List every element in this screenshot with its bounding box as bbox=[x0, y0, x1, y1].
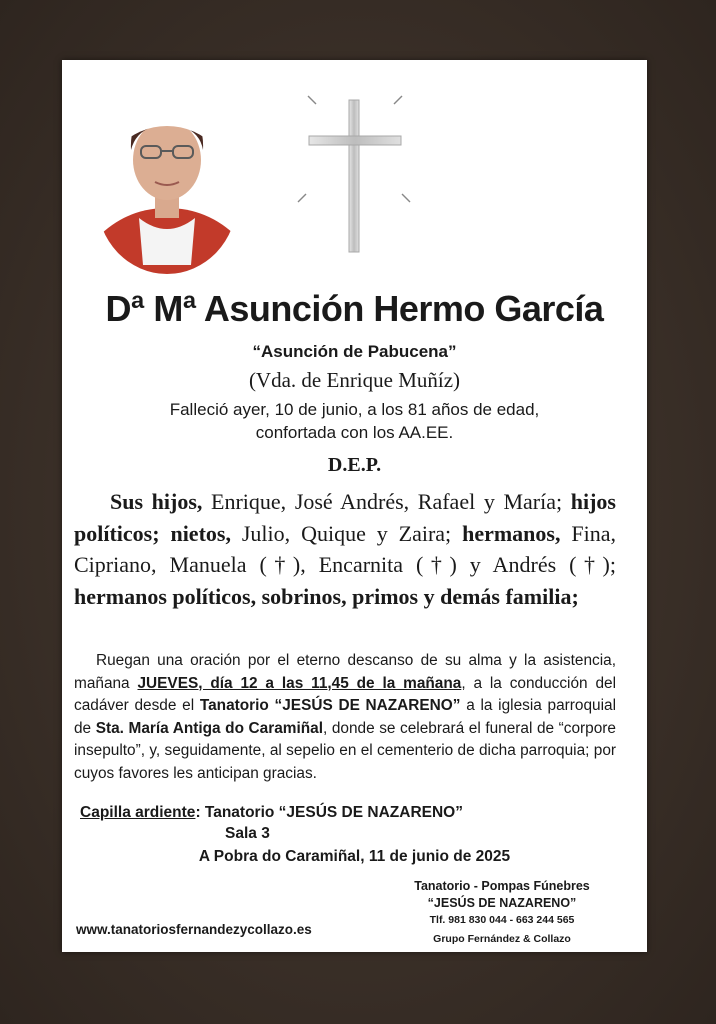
nickname: “Asunción de Pabucena” bbox=[252, 342, 457, 361]
widow-of: (Vda. de Enrique Muñíz) bbox=[248, 368, 461, 392]
service-request-paragraph bbox=[74, 650, 616, 785]
death-line-1: Falleció ayer, 10 de junio, a los 81 años de edad, bbox=[169, 400, 540, 419]
church-name: Sta. María Antiga do Caramiñal bbox=[95, 719, 323, 737]
website-link[interactable]: www.tanatoriosfernandezycollazo.es bbox=[76, 922, 312, 937]
chapel-colon: : bbox=[195, 804, 205, 821]
family-siblings-label: hermanos, bbox=[462, 520, 561, 546]
funeral-home-name: Tanatorio “JESÚS DE NAZARENO” bbox=[199, 697, 461, 714]
family-inlaws-label: hijos políticos; nietos, bbox=[74, 489, 616, 546]
portrait-photo bbox=[95, 90, 240, 275]
family-paragraph bbox=[74, 486, 616, 612]
chapel-label: Capilla ardiente bbox=[80, 804, 196, 821]
death-line-2: confortada con los AA.EE. bbox=[255, 423, 454, 442]
request-text-2: , a la conducción del cadáver desde el bbox=[74, 674, 616, 714]
request-text-1: Ruegan una oración por el eterno descanso de su alma y la asistencia, mañana bbox=[74, 652, 616, 692]
chapel-value: Tanatorio “JESÚS DE NAZARENO” bbox=[204, 804, 463, 821]
chapel-info bbox=[80, 802, 620, 844]
funeral-home-line-1: Tanatorio - Pompas Fúnebres bbox=[414, 879, 590, 893]
request-text-4: , donde se celebrará el funeral de “corpore insepulto”, y, seguidamente, al sepelio en el cementerio de dicha parroquia; por cuyos favores les anticipan gracias. bbox=[74, 719, 616, 782]
family-siblings: Fina, Cipriano, Manuela (†), Encarnita (†) y Andrés (†); bbox=[74, 520, 616, 577]
chapel-room: Sala 3 bbox=[225, 825, 270, 842]
family-children: Enrique, José Andrés, Rafael y María; bbox=[202, 489, 571, 514]
deceased-name: Dª Mª Asunción Hermo García bbox=[105, 288, 604, 329]
dep-text: D.E.P. bbox=[327, 454, 382, 476]
family-grandchildren: Julio, Quique y Zaira; bbox=[230, 520, 463, 546]
cross-icon bbox=[294, 92, 424, 262]
family-children-label: Sus hijos, bbox=[110, 489, 203, 514]
request-text-3: a la iglesia parroquial de bbox=[74, 697, 616, 737]
funeral-home-group: Grupo Fernández & Collazo bbox=[433, 933, 571, 945]
place-date: A Pobra do Caramiñal, 11 de junio de 2025 bbox=[198, 848, 511, 865]
service-date-time: JUEVES, día 12 a las 11,45 de la mañana bbox=[137, 674, 462, 692]
funeral-home-block bbox=[392, 878, 612, 949]
funeral-home-phone: Tlf. 981 830 044 - 663 244 565 bbox=[429, 914, 575, 926]
family-others: hermanos políticos, sobrinos, primos y demás familia; bbox=[74, 583, 579, 609]
death-notice bbox=[62, 398, 647, 444]
funeral-home-line-2: “JESÚS DE NAZARENO” bbox=[427, 896, 577, 910]
obituary-card bbox=[62, 60, 647, 952]
